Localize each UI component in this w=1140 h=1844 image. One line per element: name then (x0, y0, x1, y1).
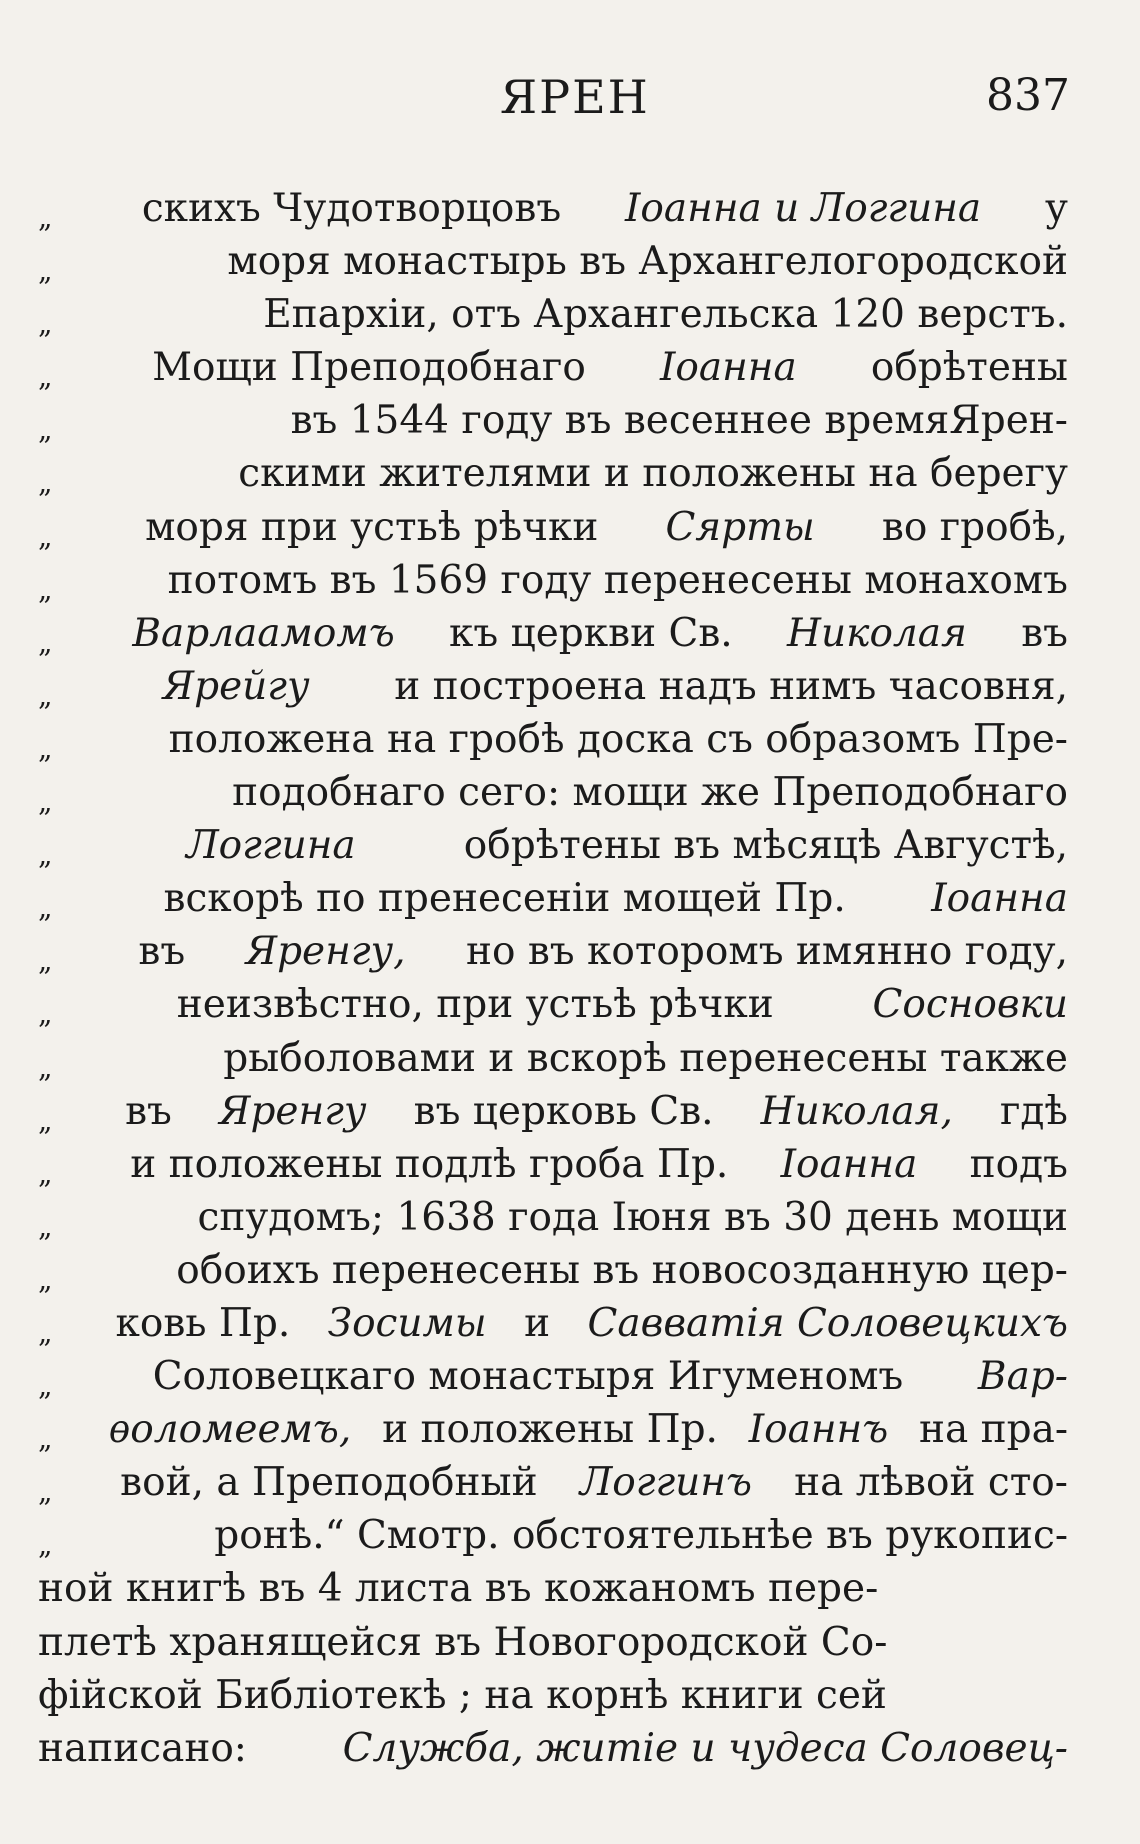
text-segment: Соловецкаго монастыря Игуменомъ (152, 1354, 904, 1400)
text-segment: Мощи Преподобнаго (152, 345, 586, 391)
text-line (38, 607, 1068, 660)
italic-text-segment: Сосновки (872, 982, 1068, 1028)
quote-mark: „ (38, 731, 53, 765)
quote-mark: „ (38, 1209, 53, 1243)
text-segment: подобнаго сего: мощи же Преподобнаго (232, 770, 1068, 816)
quote-mark: „ (38, 838, 53, 872)
quote-mark: „ (38, 678, 53, 712)
italic-text-segment: Яренгу (218, 1088, 367, 1134)
italic-text-segment: Іоанна (931, 876, 1068, 922)
italic-text-segment: ѳоломеемъ, (108, 1407, 352, 1453)
text-line (38, 872, 1068, 925)
quote-mark: „ (38, 1369, 53, 1403)
quote-mark: „ (38, 466, 53, 500)
italic-text-segment: Николая (787, 610, 967, 656)
text-line (38, 1403, 1068, 1456)
text-segment: Епархіи, отъ Архангельска 120 верстъ. (263, 292, 1068, 338)
text-segment: моря при устьѣ рѣчки (145, 504, 599, 550)
italic-text-segment: Іоанна (780, 1141, 918, 1187)
text-line (38, 394, 1068, 447)
text-segment: скими жителями и положены на берегу (238, 451, 1068, 497)
italic-text-segment: Служба, житіе и чудеса Соловец- (342, 1725, 1068, 1771)
text-segment: неизвѣстно, при устьѣ рѣчки (176, 982, 774, 1028)
quote-mark: „ (38, 891, 53, 925)
quote-mark: „ (38, 997, 53, 1031)
text-segment: у (1045, 186, 1068, 231)
quote-mark: „ (38, 1262, 53, 1296)
italic-text-segment: Вар- (977, 1354, 1068, 1400)
text-line (38, 182, 1068, 235)
text-line (38, 1722, 1068, 1775)
body-text (38, 182, 1068, 1775)
text-line (38, 1562, 1068, 1615)
quote-mark: „ (38, 413, 53, 447)
text-line (38, 819, 1068, 872)
text-segment: фійской Библіотекѣ ; на корнѣ книги сей (38, 1672, 887, 1718)
quote-mark: „ (38, 572, 53, 606)
text-segment: въ (125, 1088, 172, 1134)
text-segment: на пра- (918, 1407, 1068, 1453)
text-segment: гдѣ (999, 1088, 1068, 1134)
quote-mark: „ (38, 254, 53, 288)
text-segment: въ 1544 году въ весеннее времяЯрен- (290, 398, 1068, 444)
italic-text-segment: Яренгу, (245, 929, 406, 975)
text-segment: ронѣ.“ Смотр. обстоятельнѣе въ рукопис- (214, 1513, 1068, 1559)
text-segment: плетѣ хранящейся въ Новогородской Со- (38, 1619, 888, 1665)
text-segment: и (524, 1300, 551, 1346)
italic-text-segment: Логгинъ (579, 1460, 752, 1506)
text-line (38, 1138, 1068, 1191)
text-segment: къ церкви Св. (449, 610, 733, 656)
text-segment: въ (1021, 610, 1068, 656)
quote-mark: „ (38, 1475, 53, 1509)
text-segment: ной книгѣ въ 4 листа въ кожаномъ пере- (38, 1566, 879, 1612)
text-segment: но въ которомъ имянно году, (465, 929, 1068, 975)
running-head: ЯРЕН (500, 70, 650, 124)
text-line (38, 1244, 1068, 1297)
italic-text-segment: Савватія Соловецкихъ (587, 1300, 1068, 1346)
italic-text-segment: Іоанна (659, 345, 797, 391)
text-segment: моря монастырь въ Архангелогородской (227, 239, 1068, 285)
text-segment: положена на гробѣ доска съ образомъ Пре- (168, 716, 1068, 762)
page-number: 837 (986, 70, 1070, 121)
quote-mark: „ (38, 625, 53, 659)
text-line (38, 1297, 1068, 1350)
quote-mark: „ (38, 519, 53, 553)
text-line (38, 1191, 1068, 1244)
quote-mark: „ (38, 944, 53, 978)
text-line (38, 1456, 1068, 1509)
quote-mark: „ (38, 1528, 53, 1562)
italic-text-segment: Ярейгу (162, 663, 310, 709)
text-line (38, 447, 1068, 500)
text-line (38, 978, 1068, 1031)
quote-mark: „ (38, 307, 53, 341)
italic-text-segment: Іоаннъ (748, 1407, 889, 1453)
text-segment: ковь Пр. (115, 1300, 291, 1346)
text-segment: рыболовами и вскорѣ перенесены также (223, 1035, 1068, 1081)
text-line (38, 288, 1068, 341)
text-segment: вой, а Преподобный (120, 1460, 538, 1506)
quote-mark: „ (38, 201, 53, 234)
text-line (38, 713, 1068, 766)
text-segment: потомъ въ 1569 году перенесены монахомъ (167, 557, 1068, 603)
text-segment: и положены подлѣ гроба Пр. (130, 1141, 729, 1187)
text-line (38, 1032, 1068, 1085)
italic-text-segment: Іоанна и Логгина (625, 186, 982, 231)
text-segment: скихъ Чудотворцовъ (141, 186, 562, 231)
text-segment: въ (138, 929, 186, 975)
text-line (38, 766, 1068, 819)
text-segment: на лѣвой сто- (794, 1460, 1068, 1506)
text-segment: и положены Пр. (382, 1407, 718, 1453)
italic-text-segment: Логгина (186, 823, 356, 869)
text-line (38, 1509, 1068, 1562)
text-segment: обоихъ перенесены въ новосозданную цер- (176, 1247, 1068, 1293)
text-segment: во гробѣ, (881, 504, 1068, 550)
text-line (38, 1669, 1068, 1722)
text-line (38, 925, 1068, 978)
italic-text-segment: Зосимы (327, 1300, 487, 1346)
quote-mark: „ (38, 785, 53, 819)
text-segment: и построена надъ нимъ часовня, (394, 663, 1068, 709)
quote-mark: „ (38, 1315, 53, 1349)
italic-text-segment: Варлаамомъ (132, 610, 395, 656)
text-segment: обрѣтены (870, 345, 1068, 391)
text-segment: вскорѣ по пренесеніи мощей Пр. (163, 876, 846, 922)
text-segment: въ церковь Св. (413, 1088, 714, 1134)
quote-mark: „ (38, 1050, 53, 1084)
text-line (38, 501, 1068, 554)
italic-text-segment: Николая, (760, 1088, 953, 1134)
quote-mark: „ (38, 1156, 53, 1190)
text-segment: подъ (969, 1141, 1068, 1187)
text-line (38, 341, 1068, 394)
text-line (38, 660, 1068, 713)
text-line (38, 235, 1068, 288)
text-segment: обрѣтены въ мѣсяцѣ Августѣ, (463, 823, 1068, 869)
text-segment: написано: (38, 1725, 247, 1771)
text-line (38, 554, 1068, 607)
italic-text-segment: Сярты (665, 504, 815, 550)
quote-mark: „ (38, 1422, 53, 1456)
page-header (40, 70, 1080, 130)
text-line (38, 1616, 1068, 1669)
quote-mark: „ (38, 1103, 53, 1137)
text-segment: спудомъ; 1638 года Іюня въ 30 день мощи (197, 1194, 1068, 1240)
quote-mark: „ (38, 360, 53, 394)
text-line (38, 1350, 1068, 1403)
text-line (38, 1085, 1068, 1138)
